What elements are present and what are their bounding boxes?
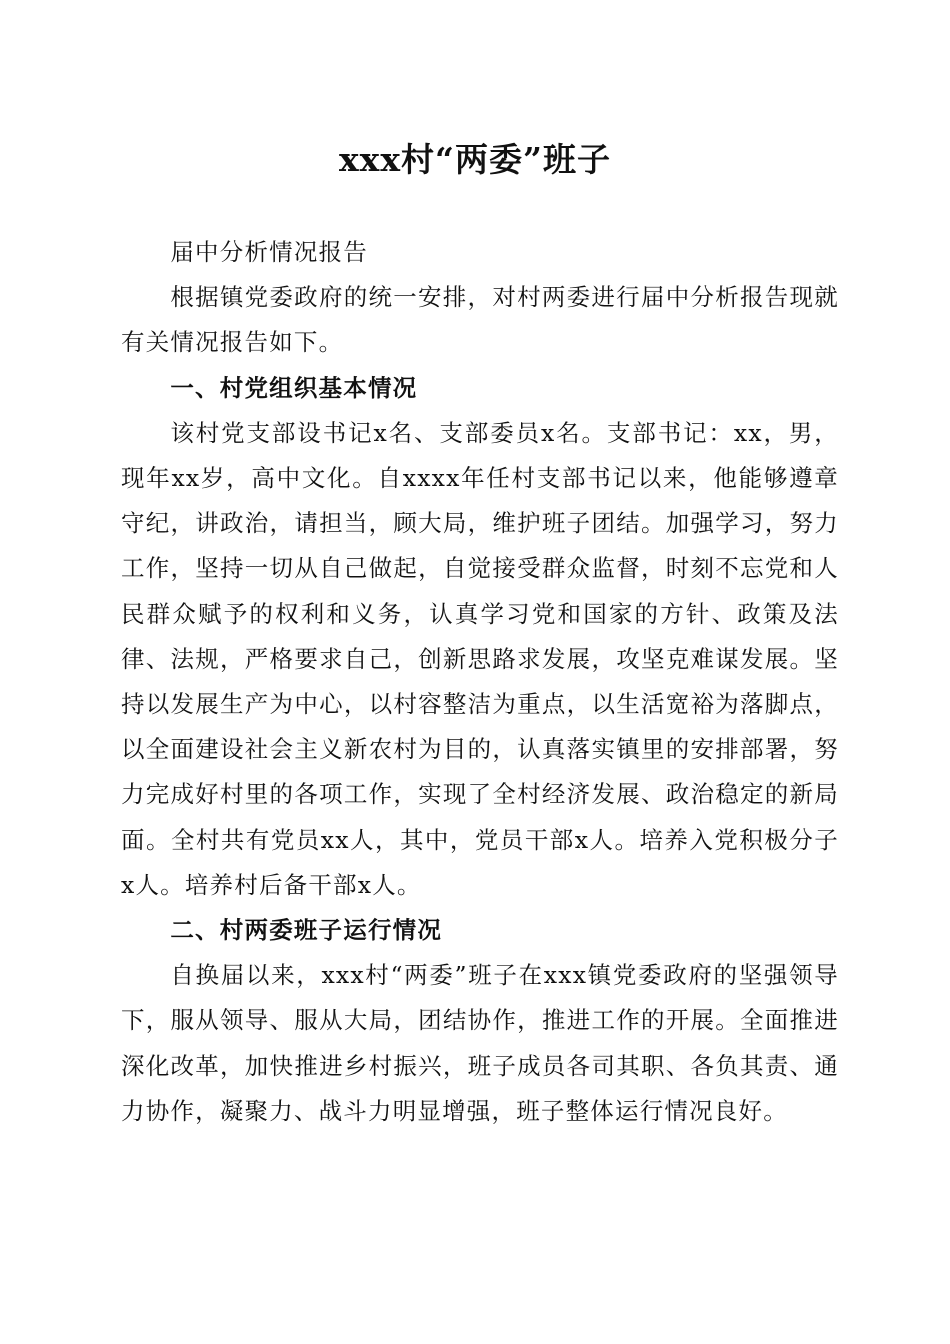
intro-paragraph: 根据镇党委政府的统一安排，对村两委进行届中分析报告现就有关情况报告如下。 bbox=[121, 283, 839, 357]
section-2-paragraph: 自换届以来，xxx村“两委”班子在xxx镇党委政府的坚强领导下，服从领导、服从大局，团结协作，推进工作的开展。全面推进深化改革，加快推进乡村振兴，班子成员各司其职、各负其责、通力协作，凝聚力、战斗力明显增强，班子整体运行情况良好。 bbox=[121, 961, 839, 1125]
subtitle-paragraph: 届中分析情况报告 bbox=[170, 238, 368, 266]
document-body bbox=[121, 230, 839, 1134]
section-heading-2: 二、村两委班子运行情况 bbox=[170, 916, 443, 945]
document-title: xxx村“两委”班子 bbox=[339, 140, 611, 179]
section-1-paragraph: 该村党支部设书记x名、支部委员x名。支部书记：xx，男，现年xx岁，高中文化。自xxxx年任村支部书记以来，他能够遵章守纪，讲政治，请担当，顾大局，维护班子团结。加强学习，努力工作，坚持一切从自己做起，自觉接受群众监督，时刻不忘党和人民群众赋予的权利和义务，认真学习党和国家的方针、政策及法律、法规，严格要求自己，创新思路求发展，攻坚克难谋发展。坚持以发展生产为中心，以村容整洁为重点，以生活宽裕为落脚点，以全面建设社会主义新农村为目的，认真落实镇里的安排部署，努力完成好村里的各项工作，实现了全村经济发展、政治稳定的新局面。全村共有党员xx人，其中，党员干部x人。培养入党积极分子x人。培养村后备干部x人。 bbox=[121, 418, 839, 899]
section-heading-1: 一、村党组织基本情况 bbox=[170, 373, 418, 402]
